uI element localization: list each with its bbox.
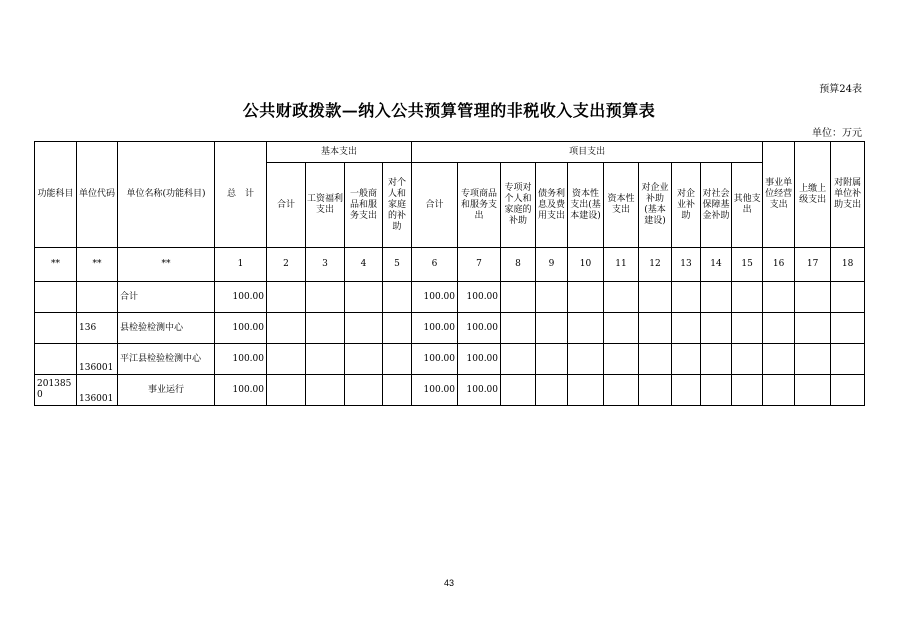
header-proj-social: 对社会保障基金补助 — [701, 163, 732, 248]
header-basic-personal: 对个人和家庭的补助 — [383, 163, 412, 248]
index-cell: 7 — [458, 248, 501, 282]
index-cell: 18 — [831, 248, 865, 282]
table-row — [35, 282, 865, 313]
unit-code-cell — [77, 282, 118, 313]
header-proj-debt: 债务利息及费用支出 — [536, 163, 568, 248]
unit-code-cell: 136001 — [77, 375, 118, 406]
header-row-1 — [35, 142, 865, 163]
index-cell: 8 — [501, 248, 536, 282]
proj-total-cell: 100.00 — [412, 282, 458, 313]
func-code-cell — [35, 282, 77, 313]
header-proj-total: 合计 — [412, 163, 458, 248]
unit-code-cell: 136001 — [77, 344, 118, 375]
index-cell: 9 — [536, 248, 568, 282]
header-project-group: 项目支出 — [412, 142, 763, 163]
index-cell: ** — [77, 248, 118, 282]
budget-table — [34, 141, 865, 406]
index-cell: 16 — [763, 248, 795, 282]
total-cell: 100.00 — [215, 313, 267, 344]
unit-name-cell: 平江县检验检测中心 — [118, 344, 215, 375]
header-proj-capital: 资本性支出 — [604, 163, 639, 248]
header-total: 总 计 — [215, 142, 267, 248]
header-unit-code: 单位代码 — [77, 142, 118, 248]
total-cell: 100.00 — [215, 282, 267, 313]
index-cell: 12 — [639, 248, 672, 282]
header-basic-total: 合计 — [267, 163, 306, 248]
proj-total-cell: 100.00 — [412, 344, 458, 375]
proj-goods-cell: 100.00 — [458, 344, 501, 375]
header-func-code: 功能科目 — [35, 142, 77, 248]
index-cell: ** — [35, 248, 77, 282]
header-basic-group: 基本支出 — [267, 142, 412, 163]
form-number: 预算24表 — [819, 84, 862, 95]
unit-name-cell: 县检验检测中心 — [118, 313, 215, 344]
func-code-cell — [35, 313, 77, 344]
index-cell: 17 — [795, 248, 831, 282]
index-cell: 2 — [267, 248, 306, 282]
proj-goods-cell: 100.00 — [458, 375, 501, 406]
proj-total-cell: 100.00 — [412, 313, 458, 344]
total-cell: 100.00 — [215, 375, 267, 406]
index-cell: ** — [118, 248, 215, 282]
proj-goods-cell: 100.00 — [458, 282, 501, 313]
table-row — [35, 313, 865, 344]
proj-goods-cell: 100.00 — [458, 313, 501, 344]
index-cell: 1 — [215, 248, 267, 282]
header-proj-enterprise: 对企业补助 — [672, 163, 701, 248]
header-unit-name: 单位名称(功能科目) — [118, 142, 215, 248]
unit-name-cell: 合计 — [118, 282, 215, 313]
index-cell: 4 — [345, 248, 383, 282]
func-code-cell: 2013850 — [35, 375, 77, 406]
total-cell: 100.00 — [215, 344, 267, 375]
header-higher: 上缴上级支出 — [795, 142, 831, 248]
index-cell: 10 — [568, 248, 604, 282]
index-cell: 14 — [701, 248, 732, 282]
index-cell: 3 — [306, 248, 345, 282]
header-proj-personal: 专项对个人和家庭的补助 — [501, 163, 536, 248]
header-proj-goods: 专项商品和服务支出 — [458, 163, 501, 248]
proj-total-cell: 100.00 — [412, 375, 458, 406]
unit-name-cell: 事业运行 — [118, 375, 215, 406]
index-row — [35, 248, 865, 282]
index-cell: 11 — [604, 248, 639, 282]
header-basic-goods: 一般商品和服务支出 — [345, 163, 383, 248]
table-row — [35, 375, 865, 406]
header-proj-other: 其他支出 — [732, 163, 763, 248]
header-basic-wages: 工资福利支出 — [306, 163, 345, 248]
index-cell: 6 — [412, 248, 458, 282]
index-cell: 13 — [672, 248, 701, 282]
table-row — [35, 344, 865, 375]
index-cell: 5 — [383, 248, 412, 282]
func-code-cell — [35, 344, 77, 375]
page-number: 43 — [443, 578, 454, 588]
header-affiliated: 对附属单位补助支出 — [831, 142, 865, 248]
header-proj-enterprise-basic: 对企业补助(基本建设) — [639, 163, 672, 248]
page-title: 公共财政拨款—纳入公共预算管理的非税收入支出预算表 — [242, 101, 656, 120]
header-proj-capital-basic: 资本性支出(基本建设) — [568, 163, 604, 248]
unit-code-cell: 136 — [77, 313, 118, 344]
header-business: 事业单位经营支出 — [763, 142, 795, 248]
unit-label: 单位：万元 — [812, 128, 862, 139]
index-cell: 15 — [732, 248, 763, 282]
